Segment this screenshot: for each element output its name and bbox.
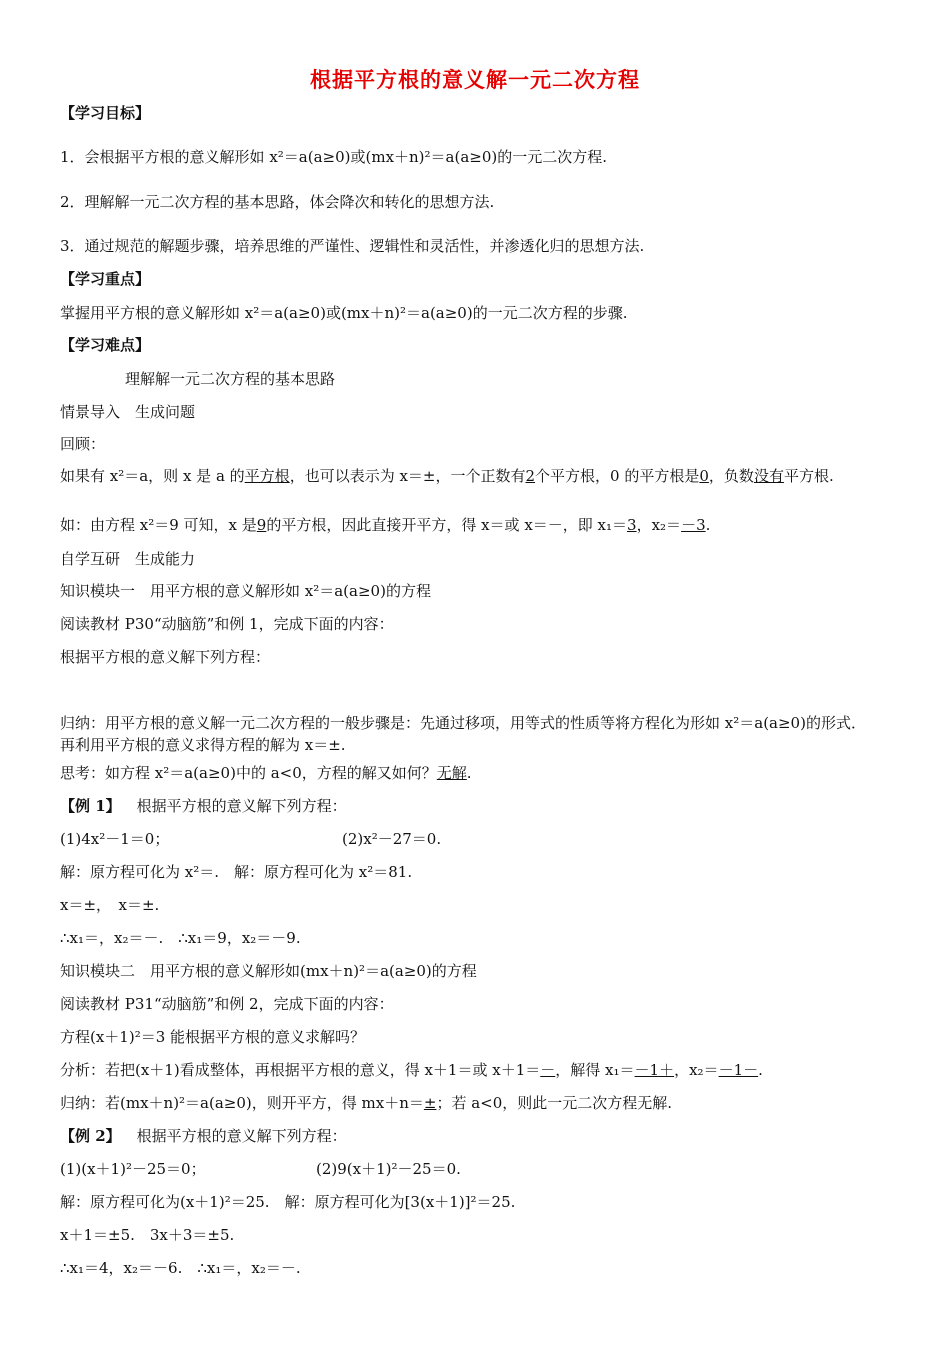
blank-answer-none: 没有 <box>753 467 784 485</box>
example-2-q1: (1)(x＋1)²－25＝0； <box>60 1160 206 1178</box>
difficulty-text: 理解解一元二次方程的基本思路 <box>125 370 336 388</box>
example-2-label: 【例 2】 <box>60 1127 121 1145</box>
example-1-step-2: x＝±， x＝±. <box>60 896 160 914</box>
blank-answer-x2: －1－ <box>718 1061 759 1079</box>
module-2-summary <box>60 1092 900 1114</box>
module-2-question: 方程(x＋1)²＝3 能根据平方根的意义求解吗？ <box>60 1028 366 1046</box>
review-line-2 <box>60 514 900 536</box>
review-text-a: 如果有 x²＝a，则 x 是 a 的 <box>60 467 245 485</box>
example-text-g: . <box>705 516 711 534</box>
module-1-reading: 阅读教材 P30“动脑筋”和例 1，完成下面的内容： <box>60 615 394 633</box>
intro-heading: 情景导入 生成问题 <box>60 403 196 421</box>
objectives-heading: 【学习目标】 <box>60 104 151 122</box>
objective-3 <box>60 235 900 257</box>
document-title: 根据平方根的意义解一元二次方程 <box>310 68 640 92</box>
think-line <box>60 762 900 784</box>
objective-1 <box>60 146 900 168</box>
summary-text-c: ；若 a<0，则此一元二次方程无解. <box>436 1094 673 1112</box>
review-label: 回顾： <box>60 435 106 453</box>
example-1-header <box>60 795 900 817</box>
objective-1-text: 会根据平方根的意义解形如 x²＝a(a≥0)或(mx＋n)²＝a(a≥0)的一元二次方程. <box>84 148 608 166</box>
analysis-text-g: . <box>758 1061 763 1079</box>
example-2-prompt: 根据平方根的意义解下列方程： <box>136 1127 347 1145</box>
example-1-step-1: 解：原方程可化为 x²＝. 解：原方程可化为 x²＝81. <box>60 863 413 881</box>
blank-answer-two: 2 <box>525 467 536 485</box>
blank-answer-x1: －1＋ <box>634 1061 675 1079</box>
blank-answer-no-solution: 无解 <box>436 764 467 782</box>
example-1-label: 【例 1】 <box>60 797 121 815</box>
module-2-analysis <box>60 1059 900 1081</box>
example-2-step-1: 解：原方程可化为(x＋1)²＝25. 解：原方程可化为[3(x＋1)]²＝25. <box>60 1193 516 1211</box>
self-study-heading: 自学互研 生成能力 <box>60 550 196 568</box>
module-2-reading: 阅读教材 P31“动脑筋”和例 2，完成下面的内容： <box>60 995 394 1013</box>
example-2-header <box>60 1125 900 1147</box>
objective-3-text: 通过规范的解题步骤，培养思维的严谨性、逻辑性和灵活性，并渗透化归的思想方法. <box>84 237 645 255</box>
think-text-a: 思考：如方程 x²＝a(a≥0)中的 a<0，方程的解又如何？ <box>60 764 437 782</box>
module-1-summary: 归纳：用平方根的意义解一元二次方程的一般步骤是：先通过移项，用等式的性质等将方程化为形如 x²＝a(a≥0)的形式．再利用平方根的意义求得方程的解为 x＝±. <box>60 714 866 754</box>
blank-answer-neg-three: －3 <box>681 516 706 534</box>
blank-answer-plus-minus: ± <box>423 1094 437 1112</box>
example-1-prompt: 根据平方根的意义解下列方程： <box>136 797 347 815</box>
example-2-step-2: x＋1＝±5. 3x＋3＝±5. <box>60 1226 235 1244</box>
example-text-e: ，x₂＝ <box>636 516 682 534</box>
review-text-g: ，负数 <box>708 467 754 485</box>
think-text-c: . <box>466 764 472 782</box>
objective-2 <box>60 191 900 213</box>
module-1-task: 根据平方根的意义解下列方程： <box>60 648 271 666</box>
example-2-q2: (2)9(x＋1)²－25＝0. <box>316 1160 461 1178</box>
example-2-step-3: ∴x₁＝4，x₂＝－6. ∴x₁＝，x₂＝－. <box>60 1259 301 1277</box>
difficulty-heading: 【学习难点】 <box>60 336 151 354</box>
blank-answer-minus: － <box>540 1061 556 1079</box>
objective-1-num: 1． <box>60 148 85 166</box>
analysis-text-e: ，x₂＝ <box>674 1061 719 1079</box>
blank-answer-three: 3 <box>627 516 637 534</box>
blank-answer-square-root: 平方根 <box>244 467 290 485</box>
objective-3-num: 3． <box>60 237 85 255</box>
example-1-q2: (2)x²－27＝0. <box>342 830 442 848</box>
summary-text-a: 归纳：若(mx＋n)²＝a(a≥0)，则开平方，得 mx＋n＝ <box>60 1094 424 1112</box>
key-points-text: 掌握用平方根的意义解形如 x²＝a(a≥0)或(mx＋n)²＝a(a≥0)的一元二次方程的步骤. <box>60 304 628 322</box>
module-2-heading: 知识模块二 用平方根的意义解形如(mx＋n)²＝a(a≥0)的方程 <box>60 962 477 980</box>
module-1-heading: 知识模块一 用平方根的意义解形如 x²＝a(a≥0)的方程 <box>60 582 431 600</box>
review-text-e: 个平方根，0 的平方根是 <box>535 467 700 485</box>
example-text-c: 的平方根，因此直接开平方，得 x＝或 x＝－，即 x₁＝ <box>266 516 628 534</box>
analysis-text-a: 分析：若把(x＋1)看成整体，再根据平方根的意义，得 x＋1＝或 x＋1＝ <box>60 1061 541 1079</box>
blank-answer-nine: 9 <box>256 516 267 534</box>
key-points-heading: 【学习重点】 <box>60 270 151 288</box>
example-2-questions <box>60 1158 900 1180</box>
blank-answer-zero: 0 <box>699 467 709 485</box>
objective-2-text: 理解解一元二次方程的基本思路，体会降次和转化的思想方法. <box>84 193 495 211</box>
analysis-text-c: ，解得 x₁＝ <box>555 1061 635 1079</box>
example-text-a: 如：由方程 x²＝9 可知，x 是 <box>60 516 257 534</box>
example-1-q1: (1)4x²－1＝0； <box>60 830 170 848</box>
review-line-1 <box>60 465 900 487</box>
review-text-i: 平方根. <box>783 467 834 485</box>
objective-2-num: 2． <box>60 193 85 211</box>
example-1-step-3: ∴x₁＝，x₂＝－. ∴x₁＝9，x₂＝－9. <box>60 929 301 947</box>
example-1-questions <box>60 828 900 850</box>
review-text-c: ，也可以表示为 x＝±，一个正数有 <box>289 467 526 485</box>
